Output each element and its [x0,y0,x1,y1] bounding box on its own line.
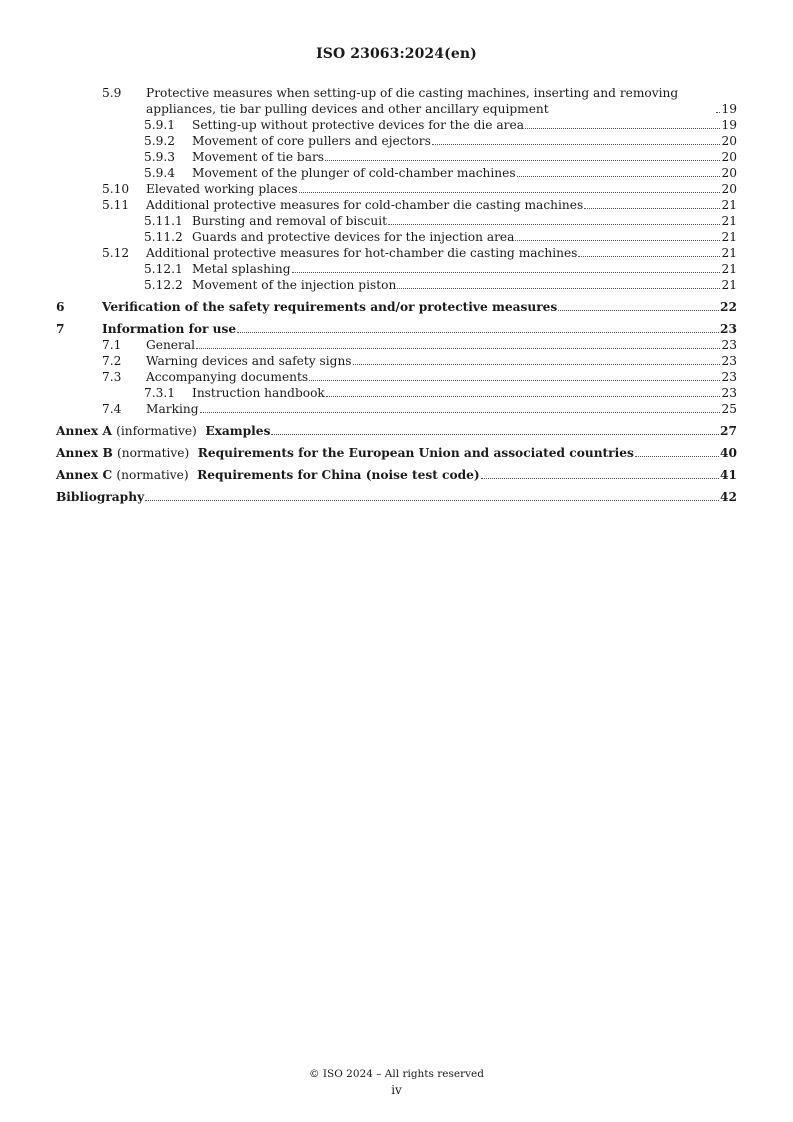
toc-number: 7.1 [102,338,122,352]
dot-leader [635,456,719,457]
toc-page: 41 [720,468,737,482]
dot-leader [716,112,720,113]
dot-leader [326,396,721,397]
dot-leader [292,272,721,273]
toc-entry-annex-b[interactable] [56,445,737,461]
toc-entry-5-11[interactable] [56,197,737,213]
toc-entry-7-2[interactable] [56,353,737,369]
toc-title: Information for use [102,322,237,336]
toc-number: 5.12.1 [144,262,183,276]
toc-title: Accompanying documents [146,370,309,384]
toc-page: 19 [721,102,737,116]
toc-entry-5-9-1[interactable] [56,117,737,133]
toc-title: Requirements for China (noise test code) [197,468,480,482]
toc-page: 23 [721,370,737,384]
toc-number: 5.9.2 [144,134,176,148]
toc-entry-bibliography[interactable] [56,489,737,505]
toc-entry-5-10[interactable] [56,181,737,197]
toc-page: 20 [721,182,737,196]
toc-number: 6 [56,300,65,314]
toc-page: 25 [721,402,737,416]
toc-number: 7.3.1 [144,386,176,400]
copyright-notice: © ISO 2024 – All rights reserved [309,1068,484,1080]
toc-number: 7.3 [102,370,122,384]
toc-title: Elevated working places [146,182,298,196]
toc-number: 5.9 [102,86,122,100]
dot-leader [578,256,720,257]
toc-entry-7-4[interactable] [56,401,737,417]
document-header: ISO 23063:2024(en) [316,46,477,62]
toc-title: Instruction handbook [192,386,325,400]
toc-title: General [146,338,195,352]
dot-leader [325,160,720,161]
toc-title: Requirements for the European Union and associated countries [197,446,634,460]
toc-entry-7[interactable] [56,321,737,337]
toc-entry-5-12-2[interactable] [56,277,737,293]
annex-label: Annex C [56,468,113,482]
toc-page: 21 [721,198,737,212]
dot-leader [584,208,720,209]
toc-page: 19 [721,118,737,132]
toc-number: 7 [56,322,65,336]
toc-entry-5-11-2[interactable] [56,229,737,245]
toc-number: 5.9.4 [144,166,176,180]
toc-entry-5-9-2[interactable] [56,133,737,149]
toc-entry-7-1[interactable] [56,337,737,353]
toc-number: 5.11 [102,198,130,212]
dot-leader [200,412,721,413]
toc-entry-5-9[interactable] [56,85,737,117]
dot-leader [525,128,721,129]
toc-entry-5-9-4[interactable] [56,165,737,181]
toc-page: 27 [720,424,737,438]
toc-page: 40 [720,446,737,460]
toc-title: Guards and protective devices for the injection area [192,230,515,244]
toc-entry-annex-c[interactable] [56,467,737,483]
toc-page: 23 [721,354,737,368]
dot-leader [515,240,720,241]
toc-entry-5-9-3[interactable] [56,149,737,165]
toc-page: 20 [721,166,737,180]
table-of-contents [56,85,737,505]
toc-title: Setting-up without protective devices for the die area [192,118,524,132]
dot-leader [145,500,719,501]
toc-number: 7.4 [102,402,122,416]
toc-number: 5.10 [102,182,130,196]
toc-entry-5-11-1[interactable] [56,213,737,229]
dot-leader [237,332,719,333]
toc-title: Movement of core pullers and ejectors [192,134,431,148]
toc-title: Additional protective measures for hot-chamber die casting machines [146,246,578,260]
dot-leader [299,192,721,193]
toc-page: 42 [720,490,737,504]
toc-entry-7-3[interactable] [56,369,737,385]
toc-title: Verification of the safety requirements and/or protective measures [102,300,558,314]
dot-leader [309,380,720,381]
dot-leader [397,288,720,289]
toc-page: 21 [721,246,737,260]
dot-leader [432,144,721,145]
toc-entry-annex-a[interactable] [56,423,737,439]
toc-entry-5-12[interactable] [56,245,737,261]
toc-title: Movement of the plunger of cold-chamber machines [192,166,516,180]
dot-leader [558,310,719,311]
toc-title: Movement of the injection piston [192,278,397,292]
toc-number: 5.12 [102,246,130,260]
annex-label: Annex A [56,424,112,438]
toc-number: 5.11.1 [144,214,183,228]
dot-leader [196,348,720,349]
toc-page: 23 [721,386,737,400]
toc-entry-7-3-1[interactable] [56,385,737,401]
dot-leader [271,434,719,435]
toc-page: 20 [721,134,737,148]
annex-kind: (informative) [116,424,197,438]
toc-page: 21 [721,278,737,292]
toc-page: 22 [720,300,737,314]
annex-kind: (normative) [117,446,190,460]
toc-page: 23 [721,338,737,352]
toc-number: 5.11.2 [144,230,183,244]
dot-leader [353,364,721,365]
toc-title: Bibliography [56,490,145,504]
toc-title: Warning devices and safety signs [146,354,352,368]
page-footer [0,1066,793,1098]
annex-label: Annex B [56,446,113,460]
dot-leader [388,224,720,225]
toc-number: 7.2 [102,354,122,368]
toc-title: Additional protective measures for cold-chamber die casting machines [146,198,584,212]
toc-title: Metal splashing [192,262,291,276]
toc-entry-6[interactable] [56,299,737,315]
toc-title: Marking [146,402,199,416]
toc-entry-5-12-1[interactable] [56,261,737,277]
toc-title: Movement of tie bars [192,150,325,164]
page-number: iv [391,1083,402,1097]
toc-page: 21 [721,214,737,228]
toc-title: Protective measures when setting-up of die casting machines, inserting and removing appliances, tie bar pulling devices and other ancillary equipment [146,86,679,116]
toc-number: 5.9.3 [144,150,176,164]
annex-kind: (normative) [116,468,189,482]
toc-page: 23 [720,322,737,336]
toc-page: 21 [721,230,737,244]
toc-title: Bursting and removal of biscuit [192,214,387,228]
dot-leader [517,176,721,177]
toc-title: Examples [205,424,271,438]
toc-number: 5.12.2 [144,278,183,292]
toc-number: 5.9.1 [144,118,176,132]
dot-leader [481,478,719,479]
toc-page: 21 [721,262,737,276]
toc-page: 20 [721,150,737,164]
